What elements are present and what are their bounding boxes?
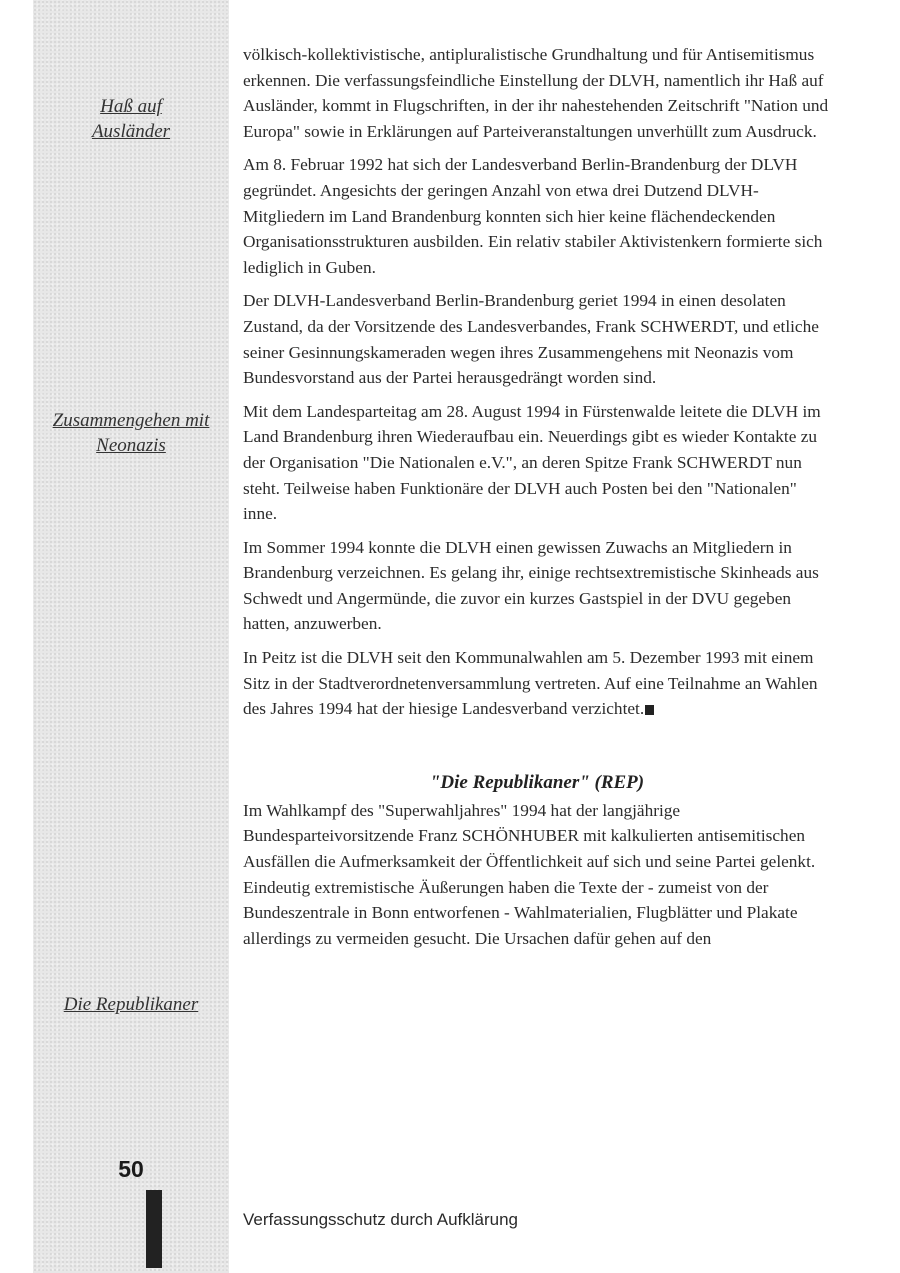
paragraph: Mit dem Landesparteitag am 28. August 1994 in Fürstenwalde leitete die DLVH im Land Brandenburg ihren Wiederaufbau ein. Neuerdings gibt es wieder Kontakte zu der Organisation "Die Nationalen e.V.", an deren Spitze Frank SCHWERDT nun steht. Teilweise haben Funktionäre der DLVH auch Posten bei den "Nationalen" inne. xyxy=(243,401,821,524)
margin-note-die-republikaner: Die Republikaner xyxy=(63,994,199,1015)
page-number: 50 xyxy=(118,1156,144,1182)
paragraph: Am 8. Februar 1992 hat sich der Landesverband Berlin-Brandenburg der DLVH gegründet. Angesichts der geringen Anzahl von etwa drei Dutzend DLVH-Mitgliedern im Land Brandenburg konnten sich hier keine flächendeckenden Organisationsstrukturen ausbilden. Ein relativ stabiler Aktivistenkern formierte sich lediglich in Guben. xyxy=(243,155,823,277)
paragraph-with-end-mark xyxy=(243,645,831,722)
paragraph: Im Sommer 1994 konnte die DLVH einen gewissen Zuwachs an Mitgliedern in Brandenburg verzeichnen. Es gelang ihr, einige rechtsextremistische Skinheads aus Schwedt und Angermünde, die zuvor ein kurzes Gastspiel in der DVU gegeben hatten, anzuwerben. xyxy=(243,537,819,634)
paragraph-text: In Peitz ist die DLVH seit den Kommunalwahlen am 5. Dezember 1993 mit einem Sitz in der Stadtverordnetenversammlung vertreten. Auf eine Teilnahme an Wahlen des Jahres 1994 hat der hiesige Landesverband verzichtet. xyxy=(243,648,818,719)
margin-sidebar xyxy=(33,0,229,1273)
page-footer: Verfassungsschutz durch Aufklärung xyxy=(243,1210,518,1229)
main-text xyxy=(243,42,831,959)
end-of-section-mark xyxy=(645,705,654,715)
margin-note-zusammengehen-mit-neonazis: Zusammengehen mit Neonazis xyxy=(52,410,210,456)
paragraph: Der DLVH-Landesverband Berlin-Brandenburg geriet 1994 in einen desolaten Zustand, da der Vorsitzende des Landesverbandes, Frank SCHWERDT, und etliche seiner Gesinnungskameraden wegen ihres Zusammengehens mit Neonazis vom Bundesvorstand aus der Partei herausgedrängt worden sind. xyxy=(243,291,819,388)
margin-note-hass-auf-auslaender: Haß auf Ausländer xyxy=(91,96,171,142)
page-number-bar xyxy=(146,1190,162,1268)
section-heading: "Die Republikaner" (REP) xyxy=(429,771,645,793)
paragraph: völkisch-kollektivistische, antipluralistische Grundhaltung und für Antisemitismus erkennen. Die verfassungsfeindliche Einstellung der DLVH, namentlich ihr Haß auf Ausländer, kommt in Flugschriften, in der ihr nahestehenden Zeitschrift "Nation und Europa" sowie in Erklärungen auf Parteiveranstaltungen unverhüllt zum Ausdruck. xyxy=(243,45,829,141)
section-paragraph: Im Wahlkampf des "Superwahljahres" 1994 hat der langjährige Bundesparteivorsitzende Franz SCHÖNHUBER mit kalkulierten antisemitischen Ausfällen die Aufmerksamkeit der Öffentlichkeit auf sich und seine Partei gelenkt. Eindeutig extremistische Äußerungen haben die Texte der - zumeist von der Bundeszentrale in Bonn entworfenen - Wahlmaterialien, Flugblätter und Plakate allerdings zu vermeiden gesucht. Die Ursachen dafür gehen auf den xyxy=(243,800,816,948)
